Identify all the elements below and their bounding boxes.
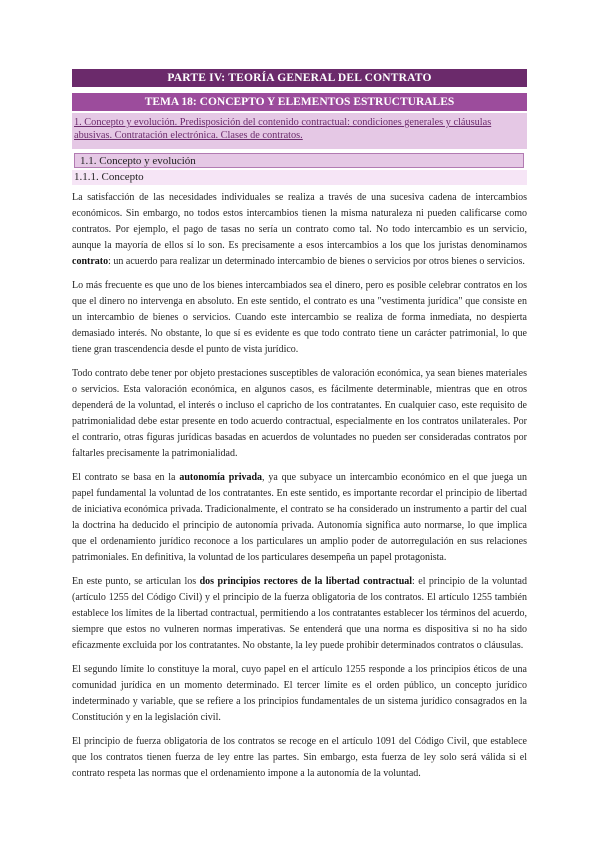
topic-subtitle: 1. Concepto y evolución. Predisposición del contenido contractual: condiciones generales y cláusulas abusivas. Contratación electrónica. Clases de contratos. — [72, 113, 527, 149]
paragraph: Lo más frecuente es que uno de los bienes intercambiados sea el dinero, pero es posible celebrar contratos en los que el dinero no intervenga en absoluto. En este sentido, el contrato es una "vestimenta jurídica" que consiste en un intercambio de bienes o servicios. Cuando este intercambio se realiza de forma inmediata, no despierta demasiado interés. No obstante, lo que sí es evidente es que todo contrato tiene un carácter patrimonial, lo que tiene gran trascendencia desde el punto de vista jurídico. — [72, 280, 527, 355]
bold-term: autonomía privada — [179, 472, 263, 483]
section-heading: 1.1. Concepto y evolución — [74, 153, 524, 168]
paragraph: El contrato se basa en la autonomía privada, ya que subyace un intercambio económico en el que juega un papel fundamental la voluntad de los contratantes. En este sentido, es importante recordar el principio de libertad de iniciativa económica privada. Tradicionalmente, el contrato se ha considerado un instrumento a partir del cual la doctrina ha deducido el principio de autonomía privada. Autonomía significa auto normarse, lo que implica que el ordenamiento jurídico reconoce a los particulares un amplio poder de autorregulación en sus relaciones patrimoniales. En definitiva, la voluntad de los particulares desempeña un papel protagonista. — [72, 472, 528, 563]
topic-title: TEMA 18: CONCEPTO Y ELEMENTOS ESTRUCTURALES — [72, 93, 527, 111]
body-text — [72, 190, 527, 790]
paragraph: Todo contrato debe tener por objeto prestaciones susceptibles de valoración económica, ya sean bienes materiales o servicios. Esta valoración económica, en algunos casos, es fácilmente determinable, mientras que en otros dependerá de la voluntad, el interés o incluso el capricho de los contratantes. En cualquier caso, este requisito de patrimonialidad debe estar presente en todo acuerdo contractual, especialmente en los contratos unilaterales. Por el contrario, otras figuras jurídicas basadas en acuerdos de voluntades no pueden ser consideradas contratos por faltarles precisamente la patrimonialidad. — [72, 368, 527, 459]
subsection-heading: 1.1.1. Concepto — [72, 170, 527, 185]
paragraph: El principio de fuerza obligatoria de los contratos se recoge en el artículo 1091 del Código Civil, que establece que los contratos tienen fuerza de ley entre las partes. Sin embargo, esta fuerza de ley solo será válida si el contrato respeta las normas que el ordenamiento impone a la autonomía de la voluntad. — [72, 736, 527, 779]
paragraph: En este punto, se articulan los dos principios rectores de la libertad contractual: el principio de la voluntad (artículo 1255 del Código Civil) y el principio de la fuerza obligatoria de los contratos. El artículo 1255 también establece los límites de la libertad contractual, permitiendo a los contratantes establecer los términos del acuerdo, siempre que estos no vulneren normas imperativas. Se entenderá que una norma es dispositiva si no ha sido eficazmente excluida por los contratantes. No obstante, la ley puede prohibir determinados contratos o cláusulas. — [72, 575, 527, 651]
bold-term: dos principios rectores de la libertad contractual — [199, 575, 413, 587]
bold-term: contrato — [72, 255, 109, 267]
paragraph: El segundo límite lo constituye la moral, cuyo papel en el artículo 1255 responde a los principios éticos de una comunidad jurídica en un momento determinado. El tercer límite es el orden público, un concepto jurídico indeterminado y variable, que se refiere a los principios fundamentales de un sistema jurídico consagrados en la Constitución y en la legislación civil. — [72, 663, 527, 723]
paragraph: La satisfacción de las necesidades individuales se realiza a través de una sucesiva cadena de intercambios económicos. Sin embargo, no todos estos intercambios tienen la misma naturaleza ni pueden calificarse como contratos. Por ejemplo, el pago de tasas no sería un contrato como tal. No todo intercambio es un servicio, aunque la mayoría de ellos sí lo son. Es precisamente a esos intercambios a los que los juristas denominamos contrato: un acuerdo para realizar un determinado intercambio de bienes o servicios por otros bienes o servicios. — [72, 192, 527, 267]
part-title: PARTE IV: TEORÍA GENERAL DEL CONTRATO — [72, 69, 527, 87]
